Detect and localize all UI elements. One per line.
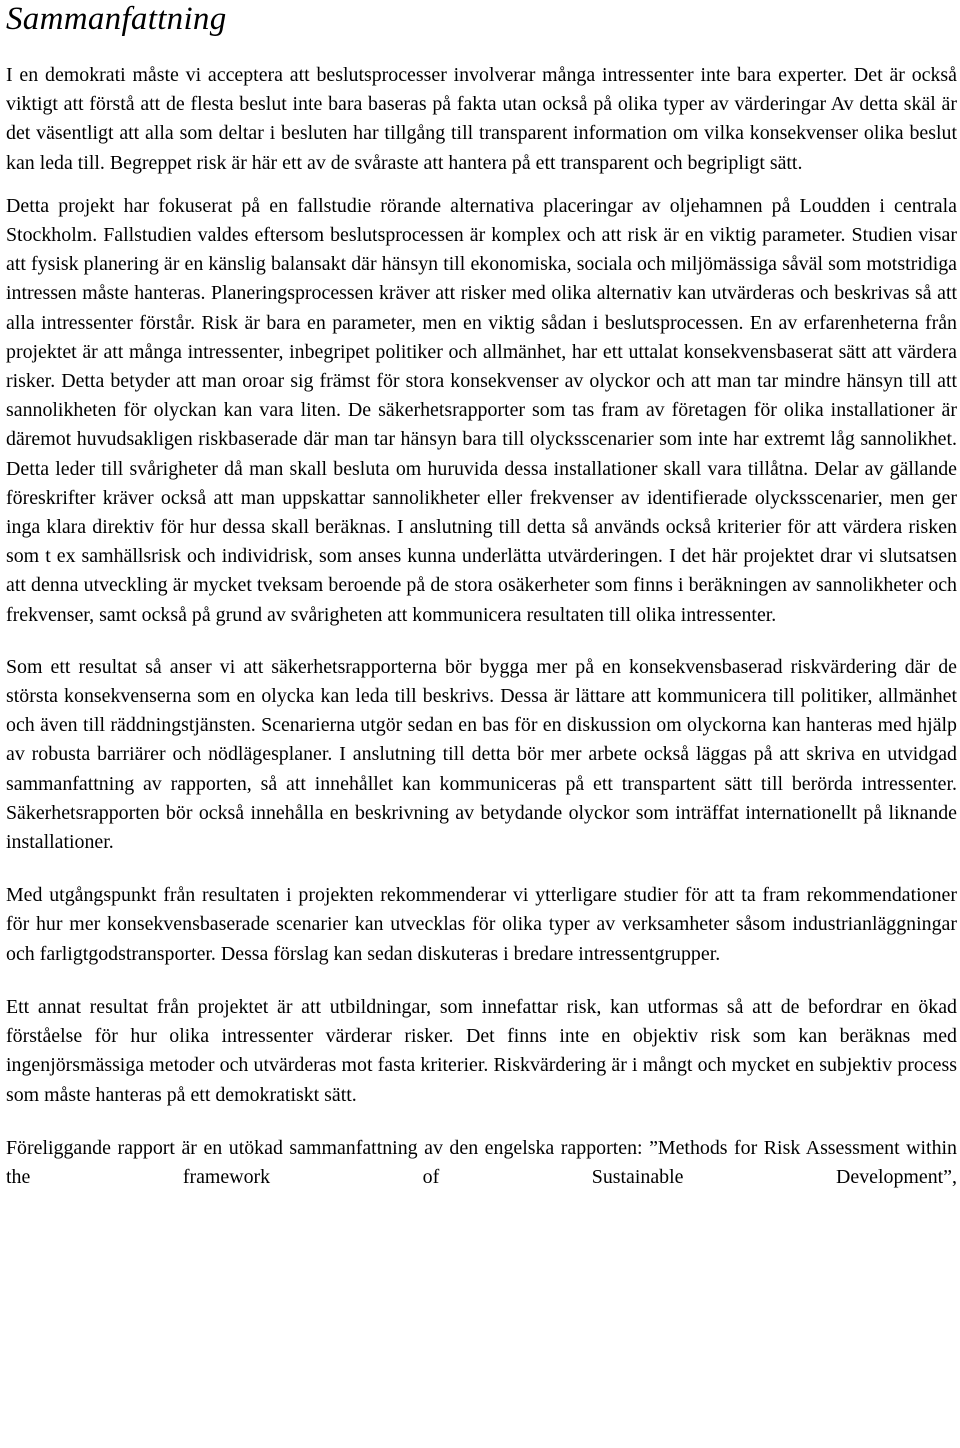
- paragraph-education: Ett annat resultat från projektet är att utbildningar, som innefattar risk, kan utformas så att de befordrar en ökad förståelse för hur olika intressenter värderar risker. Det finns inte en objektiv risk som kan beräknas med ingenjörsmässiga metoder och utvärderas mot fasta kriterier. Riskvärdering är i mångt och mycket en subjektiv process som måste hanteras på ett demokratiskt sätt.: [6, 995, 957, 1106]
- paragraph-case-study: Detta projekt har fokuserat på en fallstudie rörande alternativa placeringar av oljehamnen på Loudden i centrala Stockholm. Fallstudien valdes eftersom beslutsprocessen är komplex och att risk är en viktig parameter. Studien visar att fysisk planering är en känslig balansakt där hänsyn till ekonomiska, sociala och miljömässiga såväl som motstridiga intressen måste hanteras. Planeringsprocessen kräver att risker med olika alternativ kan utvärderas och beskrivas så att alla intressenter förstår. Risk är bara en parameter, men en viktig sådan i beslutsprocessen. En av erfarenheterna från projektet är att många intressenter, inbegripet politiker och allmänhet, har ett uttalat konsekvensbaserat sätt att värdera risker. Detta betyder att man oroar sig främst för stora konsekvenser av olyckor och att man tar mindre hänsyn till att sannolikheten för olyckan kan vara liten. De säkerhetsrapporter som tas fram av företagen för olika installationer är däremot huvudsakligen riskbaserade där man tar hänsyn bara till olycksscenarier som inte har extremt låg sannolikhet. Detta leder till svårigheter då man skall besluta om huruvida dessa installationer skall vara tillåtna. Delar av gällande föreskrifter kräver också att man uppskattar sannolikheter eller frekvenser av identifierade olycksscenarier, men ger inga klara direktiv för hur dessa skall beräknas. I anslutning till detta så används också kriterier för att värdera risken som t ex samhällsrisk och individrisk, som anses kunna underlätta utvärderingen. I det här projektet drar vi slutsatsen att denna utveckling är mycket tveksam beroende på de stora osäkerheter som finns i beräkningen av sannolikheter och frekvenser, samt också på grund av svårigheten att kommunicera resultaten till olika intressenter.: [6, 194, 957, 626]
- page-title: Sammanfattning: [6, 1, 227, 37]
- paragraph-further-studies: Med utgångspunkt från resultaten i projekten rekommenderar vi ytterligare studier för att ta fram rekommendationer för hur mer konsekvensbaserade scenarier kan utvecklas för olika typer av verksamheter såsom industrianläggningar och farligtgodstransporter. Dessa förslag kan sedan diskuteras i bredare intressentgrupper.: [6, 884, 957, 965]
- paragraph-report-reference: Föreliggande rapport är en utökad sammanfattning av den engelska rapporten: ”Methods for Risk Assessment within the framework of Sustainable Development”,: [6, 1136, 957, 1188]
- paragraph-recommendation: Som ett resultat så anser vi att säkerhetsrapporterna bör bygga mer på en konsekvensbaserad riskvärdering där de största konsekvenserna som en olycka kan leda till beskrivs. Dessa är lättare att kommunicera till politiker, allmänhet och även till räddningstjänsten. Scenarierna utgör sedan en bas för en diskussion om olyckorna kan hanteras med hjälp av robusta barriärer och nödlägesplaner. I anslutning till detta bör mer arbete också läggas på att skriva en utvidgad sammanfattning av rapporten, så att innehållet kan kommuniceras på ett transpartent sätt till berörda intressenter. Säkerhetsrapporten bör också innehålla en beskrivning av betydande olyckor som inträffat internationellt på liknande installationer.: [6, 655, 957, 854]
- paragraph-intro: I en demokrati måste vi acceptera att beslutsprocesser involverar många intressenter inte bara experter. Det är också viktigt att förstå att de flesta beslut inte bara baseras på fakta utan också på olika typer av värderingar Av detta skäl är det väsentligt att alla som deltar i besluten har tillgång till transparent information om vilka konsekvenser olika beslut kan leda till. Begreppet risk är här ett av de svåraste att hantera på ett transparent och begripligt sätt.: [6, 64, 957, 174]
